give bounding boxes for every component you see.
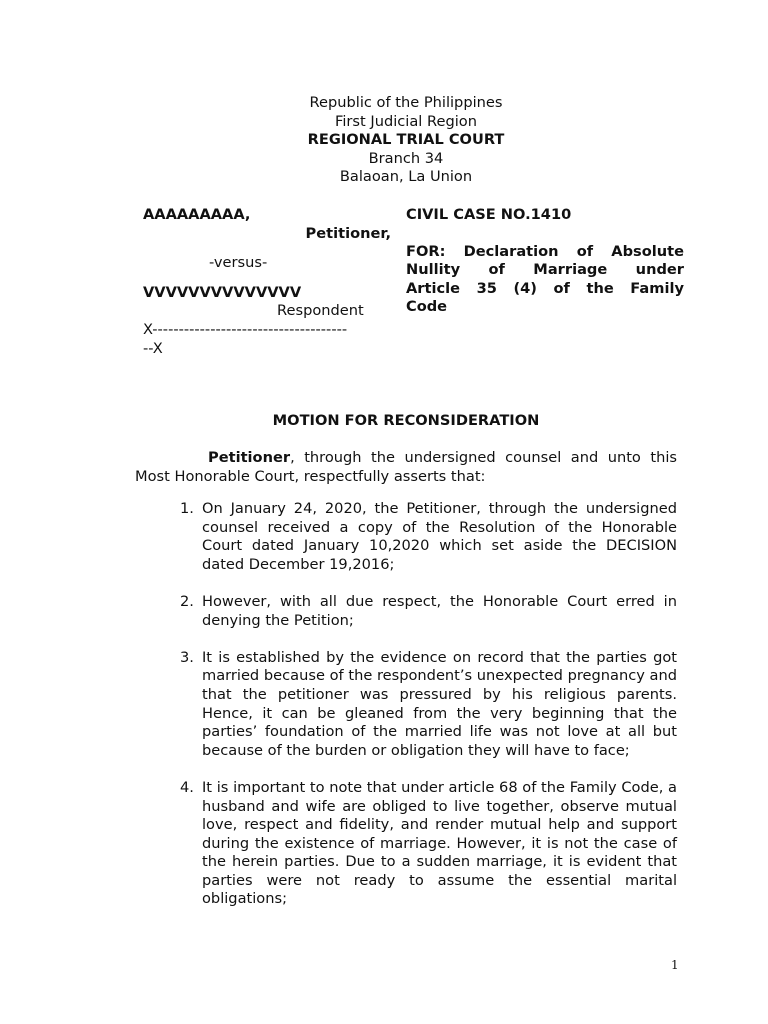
petitioner-label: Petitioner, <box>305 224 391 242</box>
list-item <box>172 779 677 909</box>
case-for-line4: Code <box>406 298 448 316</box>
header-court: REGIONAL TRIAL COURT <box>307 131 505 149</box>
list-item <box>172 500 677 574</box>
item-number: 2. <box>180 592 194 610</box>
court-header <box>0 94 768 187</box>
header-branch: Branch 34 <box>368 149 444 167</box>
caption-separator: X------------------------------------- <box>143 320 348 338</box>
case-for-line3: Article 35 (4) of the Family <box>406 279 684 297</box>
numbered-allegations <box>172 500 677 928</box>
item-number: 1. <box>180 500 194 517</box>
case-for-line1: FOR: Declaration of Absolute <box>406 242 684 260</box>
respondent-label: Respondent <box>277 302 364 320</box>
case-for-line2: Nullity of Marriage under <box>406 261 684 279</box>
item-text: On January 24, 2020, the Petitioner, through the undersigned counsel received a copy of the Resolution of the Honorable Court dated January 10,2020 which set aside the DECISION dated December 19,2016; <box>202 500 677 573</box>
intro-paragraph <box>135 449 677 486</box>
list-item <box>172 649 677 761</box>
intro-bold-lead: Petitioner <box>208 449 291 466</box>
header-location: Balaoan, La Union <box>339 168 473 186</box>
header-republic: Republic of the Philippines <box>309 94 503 111</box>
item-text: It is important to note that under article 68 of the Family Code, a husband and wife are obliged to live together, observe mutual love, respect and fidelity, and render mutual help and support during the existence of marriage. However, it is not the case of the herein parties. Due to a sudden marriage, it is evident that parties were not ready to assume the essential marital obligations; <box>202 778 677 908</box>
caption-separator-end: --X <box>143 339 163 357</box>
header-region: First Judicial Region <box>335 112 477 130</box>
respondent-name: VVVVVVVVVVVVVV <box>143 283 302 301</box>
list-item <box>172 593 677 630</box>
intro-text: , through the undersigned counsel and unto this Most Honorable Court, respectfully asserts that: <box>135 449 677 485</box>
document-title: MOTION FOR RECONSIDERATION <box>272 412 540 429</box>
petitioner-name: AAAAAAAAA, <box>143 206 251 223</box>
item-text: It is established by the evidence on record that the parties got married because of the respondent’s unexpected pregnancy and that the petitioner was pressured by his religious parents. Hence, it can be gleaned from the very beginning that the parties’ foundation of the married life was not love at all but because of the burden or obligation they will have to face; <box>202 648 677 759</box>
item-number: 3. <box>180 648 194 666</box>
page-number: 1 <box>671 958 679 972</box>
item-number: 4. <box>180 778 194 796</box>
case-number: CIVIL CASE NO.1410 <box>406 206 572 223</box>
versus-label: -versus- <box>209 254 268 272</box>
case-parties <box>143 206 391 358</box>
case-details <box>406 206 684 317</box>
item-text: However, with all due respect, the Honorable Court erred in denying the Petition; <box>202 592 677 629</box>
